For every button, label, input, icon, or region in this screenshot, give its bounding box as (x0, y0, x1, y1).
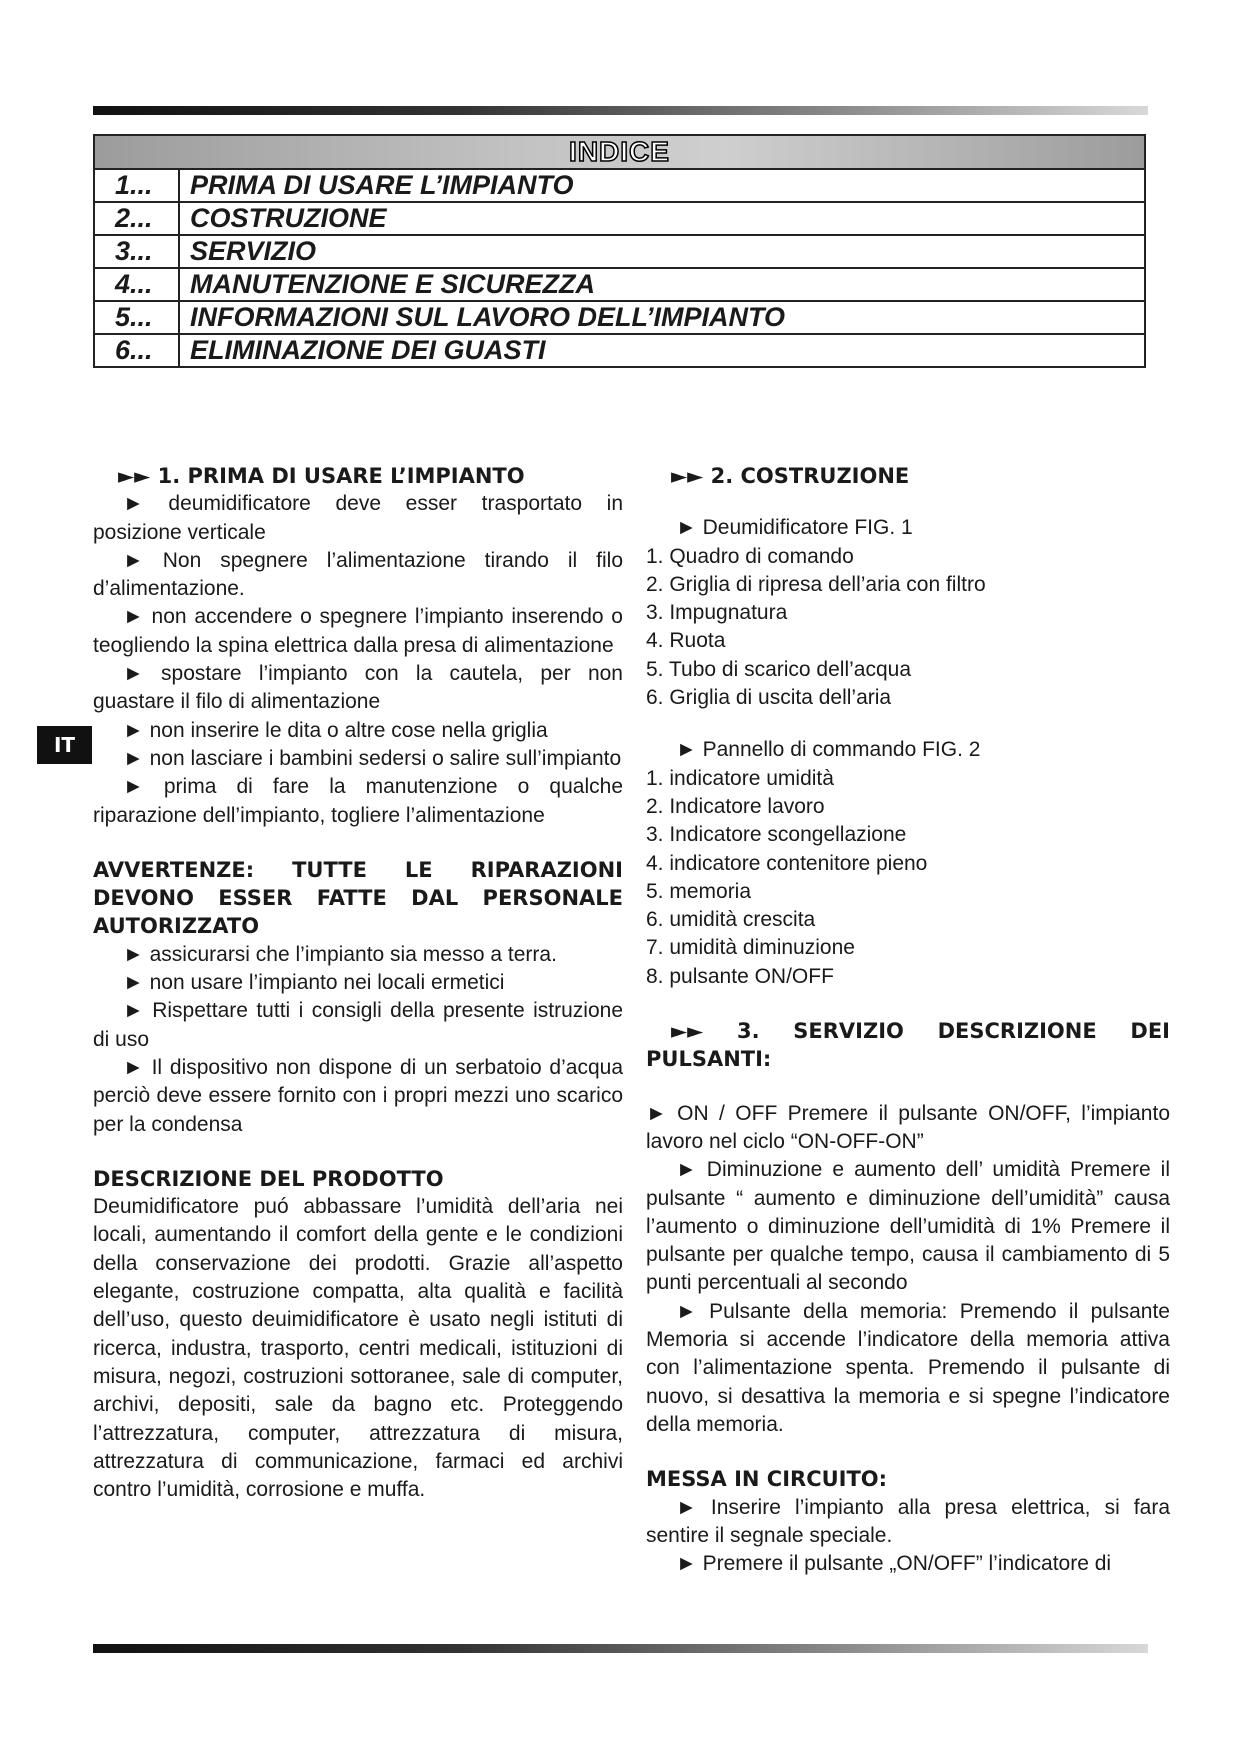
figure-1-item: 3. Impugnatura (646, 601, 788, 625)
safety-item: ► non lasciare i bambini sedersi o salire sull’impianto (123, 746, 622, 770)
onoff-description: ► ON / OFF Premere il pulsante ON/OFF, l’impianto lavoro nel ciclo “ON-OFF-ON” (646, 1101, 1170, 1153)
spacer (93, 830, 623, 856)
memory-description: ► Pulsante della memoria: Premendo il pulsante Memoria si accende l’indicatore della memoria attiva con l’alimentazione spenta. Premendo il pulsante di nuovo, si desattiva la memoria e si spegne l’indicatore della memoria. (646, 1299, 1170, 1436)
safety-item: ► Non spegnere l’alimentazione tirando il filo d’alimentazione. (93, 548, 623, 601)
safety-item: ► deumidificatore deve esser trasportato in posizione verticale (93, 492, 623, 544)
product-description-heading: DESCRIZIONE DEL PRODOTTO (93, 1166, 444, 1191)
left-column (93, 462, 623, 1504)
top-decorative-bar (93, 106, 1148, 115)
figure-1-item: 5. Tubo di scarico dell’acqua (646, 657, 911, 681)
figure-1-item: 2. Griglia di ripresa dell’aria con filtro (646, 572, 986, 596)
spacer (646, 1439, 1170, 1465)
warning-item: ► assicurarsi che l’impianto sia messo a terra. (123, 942, 557, 966)
toc-row[interactable] (94, 334, 1145, 367)
spacer (646, 712, 1170, 736)
toc-row-number: 1... (94, 169, 179, 202)
table-of-contents (93, 134, 1146, 368)
warning-heading: AVVERTENZE: TUTTE LE RIPARAZIONI DEVONO ESSER FATTE DAL PERSONALE AUTORIZZATO (93, 857, 623, 939)
power-on-step: ► Inserire l’impianto alla presa elettrica, si fara sentire il segnale speciale. (646, 1495, 1170, 1547)
spacer (646, 490, 1170, 514)
toc-row-label: ELIMINAZIONE DEI GUASTI (179, 334, 1145, 367)
language-tab: IT (37, 726, 92, 764)
warning-item: ► Il dispositivo non dispone di un serbatoio d’acqua perciò deve essere fornito con i propri mezzi uno scarico per la condensa (93, 1055, 623, 1136)
toc-row-number: 6... (94, 334, 179, 367)
toc-row-label: PRIMA DI USARE L’IMPIANTO (179, 169, 1145, 202)
power-on-step: ► Premere il pulsante „ON/OFF” l’indicatore di (676, 1552, 1112, 1576)
toc-row-number: 3... (94, 235, 179, 268)
toc-row-label: INFORMAZIONI SUL LAVORO DELL’IMPIANTO (179, 301, 1145, 334)
spacer (93, 1139, 623, 1165)
toc-row[interactable] (94, 301, 1145, 334)
power-on-heading: MESSA IN CIRCUITO: (646, 1467, 888, 1492)
humidity-description: ► Diminuzione e aumento dell’ umidità Premere il pulsante “ aumento e diminuzione dell’umidità” causa l’aumento o diminuzione dell’umidità di 1% Premere il pulsante per qualche tempo, causa il cambiamento di 5 punti percentuali al secondo (646, 1158, 1170, 1295)
safety-item: ► non inserire le dita o altre cose nella griglia (123, 718, 548, 742)
figure-2-item: 1. indicatore umidità (646, 766, 834, 790)
toc-row-label: MANUTENZIONE E SICUREZZA (179, 268, 1145, 301)
figure-2-item: 6. umidità crescita (646, 908, 816, 932)
toc-title: INDICE (94, 135, 1145, 169)
safety-item: ► prima di fare la manutenzione o qualche riparazione dell’impianto, togliere l’alimentazione (93, 775, 623, 827)
toc-row-number: 2... (94, 202, 179, 235)
toc-row[interactable] (94, 202, 1145, 235)
figure-1-item: 1. Quadro di comando (646, 544, 854, 568)
toc-row-number: 5... (94, 301, 179, 334)
warning-item: ► Rispettare tutti i consigli della presente istruzione di uso (93, 999, 623, 1051)
figure-2-title: ► Pannello di commando FIG. 2 (676, 738, 981, 762)
bottom-decorative-bar (93, 1644, 1148, 1653)
figure-2-item: 3. Indicatore scongellazione (646, 823, 907, 847)
figure-2-item: 2. Indicatore lavoro (646, 794, 825, 818)
toc-row[interactable] (94, 268, 1145, 301)
toc-row[interactable] (94, 235, 1145, 268)
section-2-heading: ►► 2. COSTRUZIONE (671, 464, 910, 488)
section-1-heading: ►► 1. PRIMA DI USARE L’IMPIANTO (118, 464, 525, 488)
toc-header-row (94, 135, 1145, 169)
section-3-heading: ►► 3. SERVIZIO DESCRIZIONE DEI PULSANTI: (646, 1019, 1170, 1072)
toc-row-label: COSTRUZIONE (179, 202, 1145, 235)
toc-row-label: SERVIZIO (179, 235, 1145, 268)
safety-item: ► non accendere o spegnere l’impianto inserendo o teogliendo la spina elettrica dalla presa di alimentazione (93, 605, 623, 657)
right-column (646, 462, 1170, 1578)
toc-row[interactable] (94, 169, 1145, 202)
spacer (646, 1074, 1170, 1100)
figure-1-title: ► Deumidificatore FIG. 1 (676, 516, 913, 540)
safety-item: ► spostare l’impianto con la cautela, per non guastare il filo di alimentazione (93, 662, 623, 714)
spacer (646, 991, 1170, 1017)
toc-row-number: 4... (94, 268, 179, 301)
figure-2-item: 8. pulsante ON/OFF (646, 964, 834, 988)
warning-item: ► non usare l’impianto nei locali ermetici (123, 971, 505, 995)
figure-1-item: 4. Ruota (646, 629, 726, 653)
figure-2-item: 5. memoria (646, 879, 752, 903)
figure-2-item: 4. indicatore contenitore pieno (646, 851, 928, 875)
figure-2-item: 7. umidità diminuzione (646, 936, 855, 960)
figure-1-item: 6. Griglia di uscita dell’aria (646, 686, 892, 710)
product-description-text: Deumidificatore puó abbassare l’umidità dell’aria nei locali, aumentando il comfort della gente e le condizioni della conservazione dei prodotti. Grazie all’aspetto elegante, costruzione compatta, alta qualità e facilità dell’uso, questo deuimidificatore è usato negli istituti di ricerca, industra, trasporto, centri medicali, istituzioni di misura, negozi, costruzioni sottoranee, sale di computer, archivi, depositi, sale da bagno etc. Proteggendo l’attrezzatura, computer, attrezzatura di misura, attrezzatura di communicazione, farmaci ed archivi contro l’umidità, corrosione e muffa. (93, 1195, 623, 1502)
